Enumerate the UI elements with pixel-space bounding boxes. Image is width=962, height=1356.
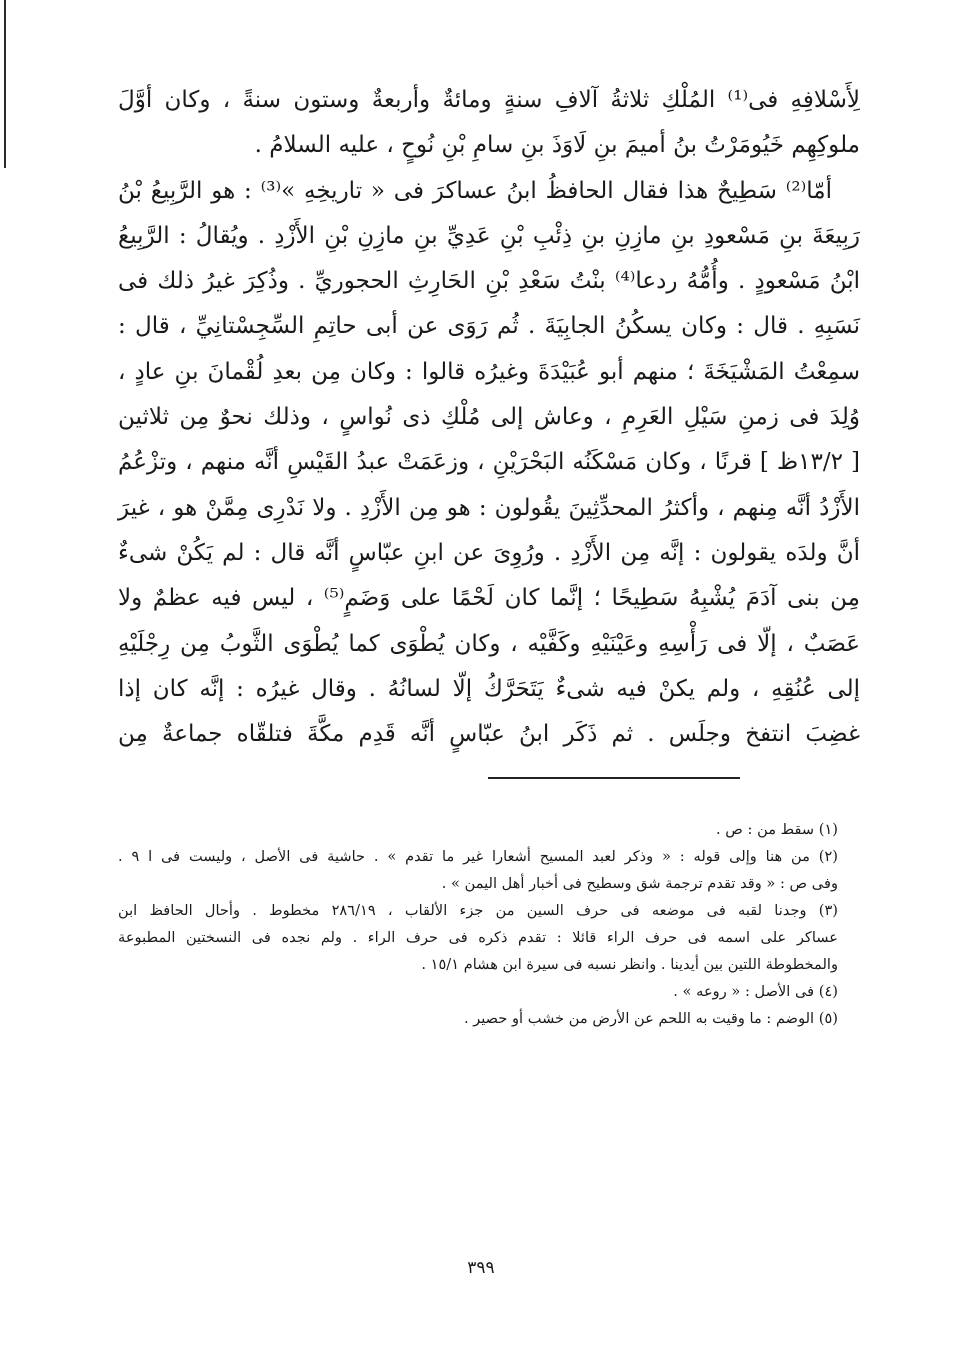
body-line: أنَّ ولدَه يقولون : إنَّه مِن الأَزْدِ . ورُوِىَ عن ابنِ عبّاسٍ أنَّه قال : لم يَكُنْ شىءٌ	[118, 539, 860, 566]
body-line: رَبِيعَةَ بنِ مَسْعودِ بنِ مازِنِ بنِ ذِئْبِ بْنِ عَدِيِّ بنِ مازِنِ بْنِ الأَزْدِ . ويُقالُ : الرَّبِيعُ	[118, 222, 860, 249]
body-line: ابْنُ مَسْعودٍ . وأُمُّهُ ردعا⁽⁴⁾ بنْتُ سَعْدِ بْنِ الحَارِثِ الحجوريِّ . وذُكِرَ غيرُ ذلك فى	[118, 268, 860, 295]
body-line: [ ١٣/٢ظ ] قرنًا ، وكان مَسْكَنُه البَحْرَيْنِ ، وزعَمَتْ عبدُ القَيْسِ أنَّه منهم ، وتزْعُمُ	[118, 449, 860, 476]
footnote-line: والمخطوطة اللتين بين أيدينا . وانظر نسبه فى سيرة ابن هشام ١٥/١ .	[421, 955, 838, 973]
body-line: نَسَبِهِ . قال : وكان يسكُنُ الجابِيَةَ . ثُم رَوَى عن أبى حاتِمِ السِّجِسْتانِيِّ ، قال :	[118, 313, 860, 340]
body-line: إلى عُنُقِهِ ، ولم يكنْ فيه شىءٌ يَتَحَرَّكُ إلّا لسانُهُ . وقال غيرُه : إنَّه كان إذا	[118, 675, 860, 702]
body-line: أمّا⁽²⁾ سَطِيحٌ هذا فقال الحافظُ ابنُ عساكرَ فى « تاريخِهِ »⁽³⁾ : هو الرَّبِيعُ بْنُ	[118, 177, 833, 204]
page-binding-edge	[4, 0, 6, 168]
body-line: ملوكِهِم خَيُومَرْتُ بنُ أميمَ بنِ لَاوَذَ بنِ سامِ بْنِ نُوحٍ ، عليه السلامُ .	[254, 132, 860, 159]
footnote-line: (٥) الوضم : ما وقيت به اللحم عن الأرض من خشب أو حصير .	[463, 1009, 838, 1027]
footnote-line: (٢) من هنا وإلى قوله : « وذكر لعبد المسيح أشعارا غير ما تقدم » . حاشية فى الأصل ، وليست فى ا ٩ .	[118, 848, 838, 866]
footnotes	[118, 817, 860, 1032]
body-line: غضِبَ انتفخ وجلَس . ثم ذَكَر ابنُ عبّاسٍ أنَّه قَدِم مكَّةَ فتلقّاه جماعةٌ مِن	[118, 721, 860, 748]
page-number: ٣٩٩	[467, 1258, 495, 1278]
footnote-separator	[488, 777, 740, 779]
main-text	[118, 78, 860, 757]
footnote-line: وفى ص : « وقد تقدم ترجمة شق وسطيح فى أخبار أهل اليمن » .	[441, 875, 838, 893]
book-page	[118, 78, 860, 1033]
body-line: مِن بنى آدَمَ يُشْبِهُ سَطِيحًا ؛ إنَّما كان لَحْمًا على وَضَمٍ⁽⁵⁾ ، ليس فيه عظمٌ ولا	[118, 585, 860, 612]
footnote-line: (٤) فى الأصل : « روعه » .	[673, 982, 838, 1000]
footnote-line: (١) سقط من : ص .	[715, 821, 838, 839]
body-line: لِأَسْلافِهِ فى⁽¹⁾ المُلْكِ ثلاثةُ آلافِ سنةٍ ومائةٌ وأربعةٌ وستون سنةً ، وكان أوَّلَ	[118, 87, 860, 113]
footnote-line: (٣) وجدنا لقبه فى موضعه فى حرف السين من جزء الألقاب ، ٢٨٦/١٩ مخطوط . وأحال الحافظ ابن	[118, 902, 838, 920]
body-line: الأَزْدُ أنَّه مِنهم ، وأكثرُ المحدِّثِينَ يقُولون : هو مِن الأَزْدِ . ولا نَدْرِى مِمَّنْ هو ، غيرَ	[118, 494, 860, 521]
body-line: عَصَبٌ ، إلّا فى رَأْسِهِ وعَيْنَيْهِ وكَفَّيْه ، وكان يُطْوَى كما يُطْوَى الثَّوبُ مِن رِجْلَيْهِ	[118, 630, 860, 657]
body-line: سمِعْتُ المَشْيَخَةَ ؛ منهم أبو عُبَيْدَةَ وغيرُه قالوا : وكان مِن بعدِ لُقْمانَ بنِ عادٍ ،	[118, 358, 860, 385]
footnote-line: عساكر على اسمه فى حرف الراء قائلا : تقدم ذكره فى حرف الراء . ولم نجده فى النسختين المطبوعة	[118, 929, 838, 947]
body-line: وُلِدَ فى زمنِ سَيْلِ العَرِمِ ، وعاش إلى مُلْكِ ذى نُواسٍ ، وذلك نحوٌ مِن ثلاثين	[118, 404, 860, 431]
